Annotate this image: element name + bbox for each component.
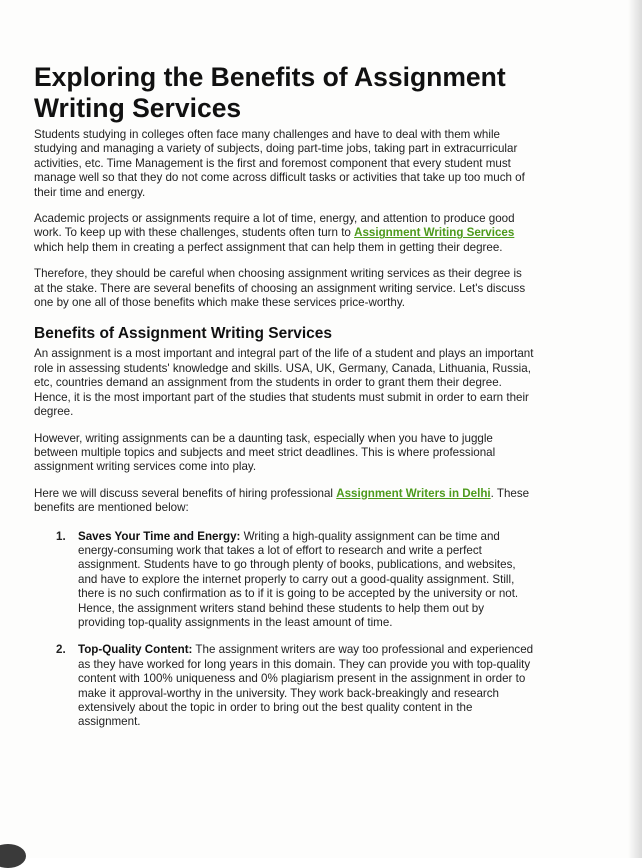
section-paragraph-3-text-after: . These benefits are mentioned below: <box>34 486 530 515</box>
list-item-text: Writing a high-quality assignment can be time and energy-consuming work that takes a lot of effort to research and write a perfect assignment. Students have to go through plenty of books, publications, and websites, and have to explore the internet properly to carry out a good-quality assignment. Still, there is no such confirmation as to if it is going to be accepted by the university or not. Hence, the assignment writers stand behind these students to help them out by providing top-quality assignments in the least amount of time. <box>78 529 519 629</box>
intro-paragraph-2-text-before: Academic projects or assignments require a lot of time, energy, and attention to produce good work. To keep up with these challenges, students often turn to <box>34 212 515 240</box>
intro-paragraph-3: Therefore, they should be careful when choosing assignment writing services as their degree is at the stake. There are several benefits of choosing an assignment writing service. Let's discuss one by one all of those benefits which make these services price-worthy. <box>34 267 526 310</box>
list-item <box>34 643 534 729</box>
section-paragraph-3-text-before: Here we will discuss several benefits of hiring professional <box>34 486 337 500</box>
corner-shadow <box>0 844 26 868</box>
section-paragraph-1: An assignment is a most important and integral part of the life of a student and plays an important role in assessing students' knowledge and skills. USA, UK, Germany, Canada, Lithuania, Russia, etc, countries demand an assignment from the students in order to grant them their degree. Hence, it is the most important part of the studies that students must submit in order to earn their degree. <box>34 347 534 419</box>
assignment-writing-services-link[interactable]: Assignment Writing Services <box>354 226 515 240</box>
benefits-list <box>34 530 534 730</box>
section-paragraph-2: However, writing assignments can be a daunting task, especially when you have to juggle between multiple topics and subjects and meet strict deadlines. This is where professional assignment writing services come into play. <box>34 431 496 474</box>
list-item-number: 1. <box>56 529 66 543</box>
intro-paragraph-1: Students studying in colleges often face many challenges and have to deal with them while studying and managing a variety of subjects, doing part-time jobs, taking part in extracurricular activities, etc. Time Management is the first and foremost component that every student must manage well so that they do not come across difficult tasks or activities that take up too much of their time and energy. <box>34 128 525 199</box>
list-item-text: The assignment writers are way too professional and experienced as they have worked for long years in this domain. They can provide you with top-quality content with 100% uniqueness and 0% plagiarism present in the assignment in order to make it approval-worthy in the university. They work back-breakingly and research extensively about the topic in order to bring out the best quality content in the assignment. <box>78 643 534 729</box>
assignment-writers-in-delhi-link[interactable]: Assignment Writers in Delhi <box>336 486 491 500</box>
article <box>34 62 534 743</box>
list-item-number: 2. <box>56 643 66 657</box>
list-item-lead: Saves Your Time and Energy: <box>78 529 241 543</box>
list-item-lead: Top-Quality Content: <box>78 643 193 657</box>
page-edge-shadow <box>628 0 642 858</box>
list-item <box>34 530 534 631</box>
intro-paragraph-2-text-after: which help them in creating a perfect assignment that can help them in getting their degree. <box>34 240 503 254</box>
intro-paragraph-2 <box>34 212 534 255</box>
page-title: Exploring the Benefits of Assignment Writing Services <box>34 62 506 123</box>
section-paragraph-3 <box>34 487 534 516</box>
section-heading: Benefits of Assignment Writing Services <box>34 325 333 343</box>
